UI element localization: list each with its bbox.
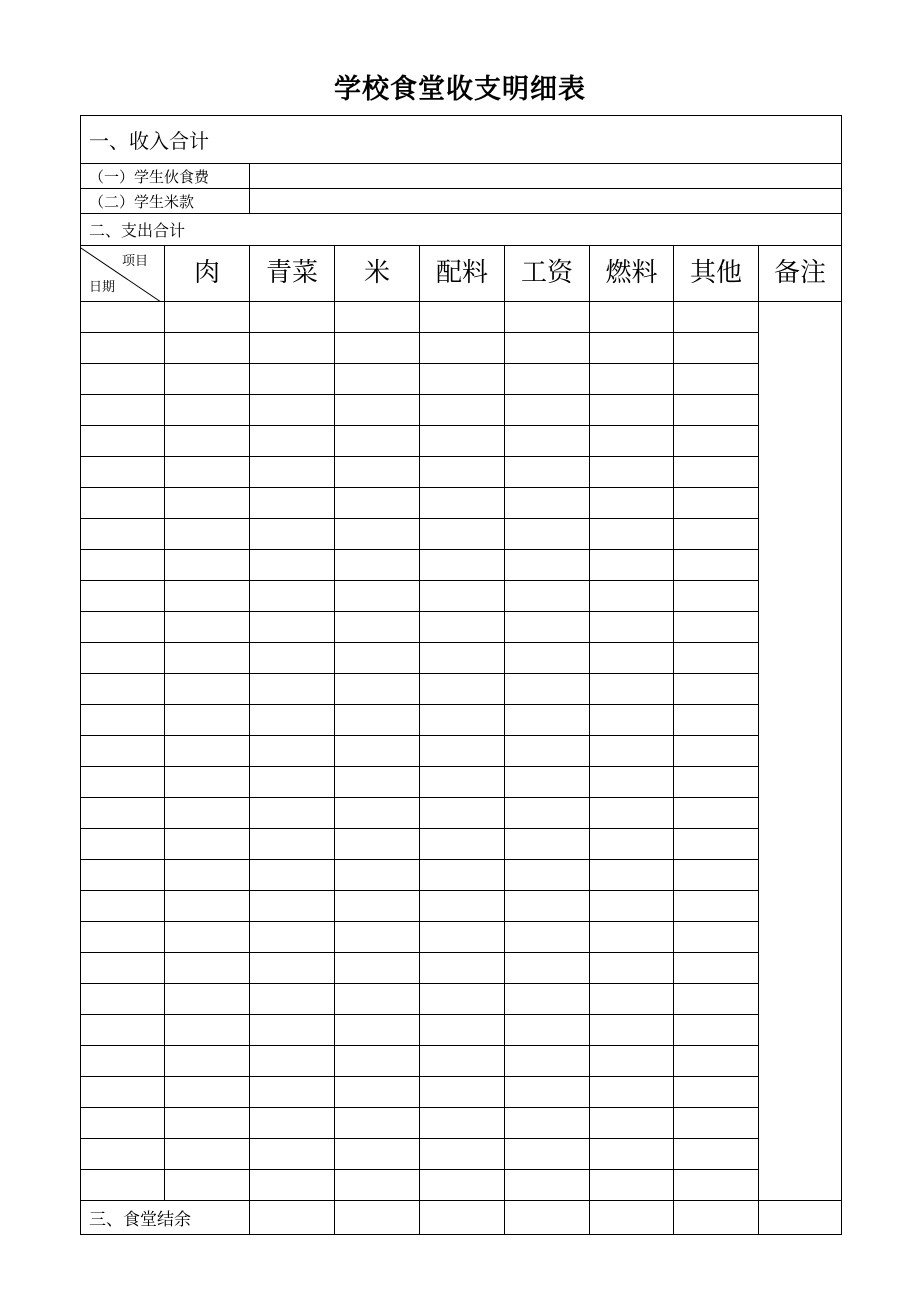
expense-value-cell[interactable] <box>505 860 590 891</box>
expense-value-cell[interactable] <box>590 860 674 891</box>
expense-date-cell[interactable] <box>81 426 165 457</box>
expense-value-cell[interactable] <box>335 488 420 519</box>
expense-value-cell[interactable] <box>250 798 335 829</box>
expense-row <box>81 1046 842 1077</box>
expense-value-cell[interactable] <box>335 767 420 798</box>
expense-row <box>81 643 842 674</box>
expense-value-cell[interactable] <box>505 550 590 581</box>
expense-value-cell[interactable] <box>165 612 250 643</box>
expense-value-cell[interactable] <box>590 519 674 550</box>
expense-value-cell[interactable] <box>505 426 590 457</box>
expense-value-cell[interactable] <box>505 736 590 767</box>
balance-row <box>81 1201 842 1235</box>
expense-date-cell[interactable] <box>81 581 165 612</box>
balance-value-cell[interactable] <box>250 1201 335 1235</box>
page-title: 学校食堂收支明细表 <box>334 74 586 105</box>
expense-value-cell[interactable] <box>674 767 759 798</box>
expense-value-cell[interactable] <box>165 1046 250 1077</box>
expense-value-cell[interactable] <box>250 674 335 705</box>
expense-date-cell[interactable] <box>81 364 165 395</box>
expense-value-cell[interactable] <box>590 798 674 829</box>
expense-value-cell[interactable] <box>335 333 420 364</box>
expense-date-cell[interactable] <box>81 302 165 333</box>
remarks-cell[interactable] <box>759 302 842 1201</box>
expense-row <box>81 1170 842 1201</box>
expense-value-cell[interactable] <box>420 984 505 1015</box>
expense-value-cell[interactable] <box>590 1170 674 1201</box>
balance-value-cell[interactable] <box>759 1201 842 1235</box>
expense-value-cell[interactable] <box>335 457 420 488</box>
balance-label: 三、食堂结余 <box>81 1201 250 1235</box>
expense-value-cell[interactable] <box>335 302 420 333</box>
expense-row <box>81 426 842 457</box>
income-row <box>81 164 842 189</box>
expense-date-cell[interactable] <box>81 798 165 829</box>
expense-value-cell[interactable] <box>420 1046 505 1077</box>
expense-value-cell[interactable] <box>590 984 674 1015</box>
expense-value-cell[interactable] <box>250 426 335 457</box>
expense-value-cell[interactable] <box>674 581 759 612</box>
expense-row <box>81 612 842 643</box>
expense-row <box>81 705 842 736</box>
expense-value-cell[interactable] <box>335 736 420 767</box>
expense-value-cell[interactable] <box>250 1015 335 1046</box>
income-total-row <box>81 116 842 164</box>
column-header: 米 <box>335 246 420 302</box>
expense-value-cell[interactable] <box>420 674 505 705</box>
expense-date-cell[interactable] <box>81 1015 165 1046</box>
expense-value-cell[interactable] <box>250 1077 335 1108</box>
expense-row <box>81 829 842 860</box>
expense-date-cell[interactable] <box>81 860 165 891</box>
expense-value-cell[interactable] <box>250 860 335 891</box>
expense-value-cell[interactable] <box>420 705 505 736</box>
expense-value-cell[interactable] <box>335 829 420 860</box>
expense-value-cell[interactable] <box>335 798 420 829</box>
expense-value-cell[interactable] <box>165 767 250 798</box>
income-row-value[interactable] <box>250 189 842 214</box>
expense-date-cell[interactable] <box>81 1139 165 1170</box>
expense-row <box>81 1108 842 1139</box>
expense-row <box>81 953 842 984</box>
expense-value-cell[interactable] <box>505 364 590 395</box>
expense-value-cell[interactable] <box>674 736 759 767</box>
expense-value-cell[interactable] <box>335 550 420 581</box>
expense-value-cell[interactable] <box>590 953 674 984</box>
expense-date-cell[interactable] <box>81 488 165 519</box>
expense-date-cell[interactable] <box>81 612 165 643</box>
expense-value-cell[interactable] <box>674 1139 759 1170</box>
balance-value-cell[interactable] <box>420 1201 505 1235</box>
expense-value-cell[interactable] <box>590 643 674 674</box>
expense-value-cell[interactable] <box>505 829 590 860</box>
expense-value-cell[interactable] <box>335 953 420 984</box>
expense-value-cell[interactable] <box>335 519 420 550</box>
expense-value-cell[interactable] <box>335 364 420 395</box>
expense-value-cell[interactable] <box>420 643 505 674</box>
expense-value-cell[interactable] <box>165 798 250 829</box>
expense-value-cell[interactable] <box>165 829 250 860</box>
expense-value-cell[interactable] <box>505 643 590 674</box>
expense-row <box>81 581 842 612</box>
expense-value-cell[interactable] <box>250 333 335 364</box>
expense-date-cell[interactable] <box>81 1077 165 1108</box>
ledger-table <box>80 115 842 1235</box>
expense-value-cell[interactable] <box>505 891 590 922</box>
expense-date-cell[interactable] <box>81 829 165 860</box>
expense-value-cell[interactable] <box>590 1046 674 1077</box>
expense-value-cell[interactable] <box>674 953 759 984</box>
expense-value-cell[interactable] <box>505 333 590 364</box>
expense-value-cell[interactable] <box>590 364 674 395</box>
income-row <box>81 189 842 214</box>
column-header: 肉 <box>165 246 250 302</box>
expense-value-cell[interactable] <box>165 302 250 333</box>
expense-value-cell[interactable] <box>420 519 505 550</box>
expense-date-cell[interactable] <box>81 767 165 798</box>
diag-label-date: 日期 <box>89 280 116 295</box>
expense-row <box>81 488 842 519</box>
expense-value-cell[interactable] <box>420 1170 505 1201</box>
income-row-label: （一）学生伙食费 <box>81 164 250 189</box>
expense-value-cell[interactable] <box>590 1015 674 1046</box>
expense-row <box>81 302 842 333</box>
expense-value-cell[interactable] <box>674 922 759 953</box>
expense-date-cell[interactable] <box>81 457 165 488</box>
expense-value-cell[interactable] <box>505 767 590 798</box>
expense-value-cell[interactable] <box>250 705 335 736</box>
expense-value-cell[interactable] <box>250 364 335 395</box>
expense-value-cell[interactable] <box>250 1108 335 1139</box>
expense-row <box>81 891 842 922</box>
expense-value-cell[interactable] <box>505 457 590 488</box>
expense-value-cell[interactable] <box>590 674 674 705</box>
expense-value-cell[interactable] <box>505 1015 590 1046</box>
expense-value-cell[interactable] <box>590 891 674 922</box>
expense-value-cell[interactable] <box>335 1015 420 1046</box>
expense-value-cell[interactable] <box>335 1046 420 1077</box>
expense-value-cell[interactable] <box>250 612 335 643</box>
balance-value-cell[interactable] <box>590 1201 674 1235</box>
expense-value-cell[interactable] <box>165 1015 250 1046</box>
expense-value-cell[interactable] <box>165 488 250 519</box>
expense-value-cell[interactable] <box>505 674 590 705</box>
expense-date-cell[interactable] <box>81 1108 165 1139</box>
expense-value-cell[interactable] <box>590 767 674 798</box>
expense-value-cell[interactable] <box>674 519 759 550</box>
expense-value-cell[interactable] <box>505 488 590 519</box>
expense-value-cell[interactable] <box>420 767 505 798</box>
expense-value-cell[interactable] <box>505 922 590 953</box>
expense-value-cell[interactable] <box>250 953 335 984</box>
expense-row <box>81 736 842 767</box>
balance-value-cell[interactable] <box>335 1201 420 1235</box>
expense-value-cell[interactable] <box>674 612 759 643</box>
expense-row <box>81 767 842 798</box>
expense-value-cell[interactable] <box>250 550 335 581</box>
expense-value-cell[interactable] <box>335 1139 420 1170</box>
expense-value-cell[interactable] <box>250 581 335 612</box>
column-header: 青菜 <box>250 246 335 302</box>
column-header: 工资 <box>505 246 590 302</box>
expense-row <box>81 922 842 953</box>
expense-value-cell[interactable] <box>250 1046 335 1077</box>
expense-value-cell[interactable] <box>674 1108 759 1139</box>
expense-date-cell[interactable] <box>81 643 165 674</box>
expense-date-cell[interactable] <box>81 550 165 581</box>
expense-value-cell[interactable] <box>420 333 505 364</box>
expense-row <box>81 550 842 581</box>
expense-date-cell[interactable] <box>81 736 165 767</box>
expense-date-cell[interactable] <box>81 519 165 550</box>
expense-value-cell[interactable] <box>505 705 590 736</box>
expense-value-cell[interactable] <box>165 1139 250 1170</box>
expense-value-cell[interactable] <box>590 1108 674 1139</box>
expense-value-cell[interactable] <box>250 984 335 1015</box>
expense-value-cell[interactable] <box>674 426 759 457</box>
expense-value-cell[interactable] <box>250 891 335 922</box>
expense-value-cell[interactable] <box>250 395 335 426</box>
expense-value-cell[interactable] <box>335 891 420 922</box>
expense-value-cell[interactable] <box>165 364 250 395</box>
expense-value-cell[interactable] <box>590 736 674 767</box>
expense-value-cell[interactable] <box>674 1170 759 1201</box>
expense-value-cell[interactable] <box>420 457 505 488</box>
expense-value-cell[interactable] <box>420 488 505 519</box>
expense-value-cell[interactable] <box>250 457 335 488</box>
expense-value-cell[interactable] <box>165 550 250 581</box>
expense-value-cell[interactable] <box>420 953 505 984</box>
expense-row <box>81 860 842 891</box>
expense-value-cell[interactable] <box>250 488 335 519</box>
expense-header-row <box>81 246 842 302</box>
expense-date-cell[interactable] <box>81 1046 165 1077</box>
column-header: 其他 <box>674 246 759 302</box>
expense-value-cell[interactable] <box>335 705 420 736</box>
column-header: 备注 <box>759 246 842 302</box>
expense-value-cell[interactable] <box>335 860 420 891</box>
expense-date-cell[interactable] <box>81 395 165 426</box>
expense-date-cell[interactable] <box>81 984 165 1015</box>
balance-value-cell[interactable] <box>674 1201 759 1235</box>
expense-value-cell[interactable] <box>335 922 420 953</box>
expense-date-cell[interactable] <box>81 333 165 364</box>
expense-value-cell[interactable] <box>590 922 674 953</box>
expense-value-cell[interactable] <box>505 612 590 643</box>
expense-value-cell[interactable] <box>590 426 674 457</box>
expense-value-cell[interactable] <box>674 1046 759 1077</box>
expense-value-cell[interactable] <box>165 674 250 705</box>
expense-total-label: 二、支出合计 <box>81 214 842 246</box>
expense-value-cell[interactable] <box>505 1046 590 1077</box>
expense-value-cell[interactable] <box>590 395 674 426</box>
expense-value-cell[interactable] <box>505 1170 590 1201</box>
column-header: 配料 <box>420 246 505 302</box>
diag-label-item: 项目 <box>121 254 148 269</box>
expense-value-cell[interactable] <box>674 302 759 333</box>
expense-value-cell[interactable] <box>420 798 505 829</box>
expense-value-cell[interactable] <box>505 798 590 829</box>
expense-value-cell[interactable] <box>165 333 250 364</box>
diagonal-header-cell <box>81 246 165 302</box>
expense-row <box>81 395 842 426</box>
expense-value-cell[interactable] <box>250 1139 335 1170</box>
expense-value-cell[interactable] <box>420 1077 505 1108</box>
expense-value-cell[interactable] <box>674 488 759 519</box>
expense-row <box>81 1077 842 1108</box>
expense-value-cell[interactable] <box>165 1108 250 1139</box>
expense-value-cell[interactable] <box>674 457 759 488</box>
expense-value-cell[interactable] <box>335 984 420 1015</box>
expense-value-cell[interactable] <box>420 891 505 922</box>
expense-value-cell[interactable] <box>165 860 250 891</box>
expense-value-cell[interactable] <box>420 829 505 860</box>
expense-value-cell[interactable] <box>590 1077 674 1108</box>
expense-value-cell[interactable] <box>250 767 335 798</box>
expense-value-cell[interactable] <box>505 581 590 612</box>
expense-value-cell[interactable] <box>590 457 674 488</box>
expense-value-cell[interactable] <box>674 674 759 705</box>
expense-row <box>81 984 842 1015</box>
expense-value-cell[interactable] <box>420 302 505 333</box>
expense-value-cell[interactable] <box>420 612 505 643</box>
expense-value-cell[interactable] <box>674 984 759 1015</box>
expense-value-cell[interactable] <box>165 705 250 736</box>
expense-value-cell[interactable] <box>250 1170 335 1201</box>
expense-value-cell[interactable] <box>335 1108 420 1139</box>
expense-date-cell[interactable] <box>81 674 165 705</box>
expense-value-cell[interactable] <box>250 829 335 860</box>
expense-value-cell[interactable] <box>165 922 250 953</box>
expense-value-cell[interactable] <box>505 953 590 984</box>
expense-value-cell[interactable] <box>420 922 505 953</box>
expense-date-cell[interactable] <box>81 953 165 984</box>
expense-row <box>81 333 842 364</box>
expense-value-cell[interactable] <box>590 302 674 333</box>
expense-value-cell[interactable] <box>420 550 505 581</box>
expense-value-cell[interactable] <box>420 426 505 457</box>
expense-value-cell[interactable] <box>335 581 420 612</box>
expense-value-cell[interactable] <box>590 333 674 364</box>
expense-value-cell[interactable] <box>505 1108 590 1139</box>
expense-value-cell[interactable] <box>335 674 420 705</box>
expense-value-cell[interactable] <box>250 736 335 767</box>
income-total-label: 一、收入合计 <box>81 116 842 164</box>
expense-value-cell[interactable] <box>165 891 250 922</box>
expense-value-cell[interactable] <box>165 953 250 984</box>
expense-row <box>81 1139 842 1170</box>
expense-value-cell[interactable] <box>250 643 335 674</box>
expense-value-cell[interactable] <box>420 1139 505 1170</box>
expense-value-cell[interactable] <box>674 829 759 860</box>
expense-value-cell[interactable] <box>335 1077 420 1108</box>
expense-value-cell[interactable] <box>674 395 759 426</box>
expense-value-cell[interactable] <box>165 984 250 1015</box>
expense-value-cell[interactable] <box>420 1015 505 1046</box>
expense-value-cell[interactable] <box>335 612 420 643</box>
expense-date-cell[interactable] <box>81 922 165 953</box>
expense-value-cell[interactable] <box>335 643 420 674</box>
income-row-label: （二）学生米款 <box>81 189 250 214</box>
expense-value-cell[interactable] <box>674 860 759 891</box>
expense-total-row <box>81 214 842 246</box>
expense-row <box>81 519 842 550</box>
expense-value-cell[interactable] <box>420 364 505 395</box>
expense-value-cell[interactable] <box>590 550 674 581</box>
expense-date-cell[interactable] <box>81 705 165 736</box>
expense-value-cell[interactable] <box>505 395 590 426</box>
expense-value-cell[interactable] <box>505 519 590 550</box>
expense-value-cell[interactable] <box>165 426 250 457</box>
expense-value-cell[interactable] <box>420 581 505 612</box>
expense-row <box>81 798 842 829</box>
expense-value-cell[interactable] <box>674 550 759 581</box>
expense-value-cell[interactable] <box>165 1077 250 1108</box>
expense-value-cell[interactable] <box>674 705 759 736</box>
expense-value-cell[interactable] <box>590 612 674 643</box>
expense-row <box>81 1015 842 1046</box>
expense-value-cell[interactable] <box>674 1015 759 1046</box>
expense-value-cell[interactable] <box>165 1170 250 1201</box>
expense-value-cell[interactable] <box>505 1077 590 1108</box>
expense-value-cell[interactable] <box>674 1077 759 1108</box>
expense-value-cell[interactable] <box>250 922 335 953</box>
expense-value-cell[interactable] <box>590 705 674 736</box>
expense-value-cell[interactable] <box>674 798 759 829</box>
expense-value-cell[interactable] <box>165 581 250 612</box>
expense-value-cell[interactable] <box>590 1139 674 1170</box>
column-header: 燃料 <box>590 246 674 302</box>
expense-value-cell[interactable] <box>590 581 674 612</box>
expense-value-cell[interactable] <box>505 302 590 333</box>
expense-row <box>81 457 842 488</box>
expense-date-cell[interactable] <box>81 891 165 922</box>
expense-row <box>81 364 842 395</box>
expense-value-cell[interactable] <box>674 333 759 364</box>
expense-value-cell[interactable] <box>505 1139 590 1170</box>
expense-value-cell[interactable] <box>420 1108 505 1139</box>
expense-value-cell[interactable] <box>674 364 759 395</box>
expense-value-cell[interactable] <box>165 643 250 674</box>
expense-value-cell[interactable] <box>250 519 335 550</box>
expense-value-cell[interactable] <box>165 457 250 488</box>
expense-value-cell[interactable] <box>505 984 590 1015</box>
expense-value-cell[interactable] <box>590 829 674 860</box>
expense-value-cell[interactable] <box>250 302 335 333</box>
expense-value-cell[interactable] <box>165 519 250 550</box>
expense-value-cell[interactable] <box>165 736 250 767</box>
expense-date-cell[interactable] <box>81 1170 165 1201</box>
expense-value-cell[interactable] <box>420 395 505 426</box>
expense-value-cell[interactable] <box>590 488 674 519</box>
expense-value-cell[interactable] <box>165 395 250 426</box>
balance-value-cell[interactable] <box>505 1201 590 1235</box>
expense-value-cell[interactable] <box>335 1170 420 1201</box>
expense-value-cell[interactable] <box>674 643 759 674</box>
income-row-value[interactable] <box>250 164 842 189</box>
expense-value-cell[interactable] <box>335 395 420 426</box>
expense-value-cell[interactable] <box>420 860 505 891</box>
expense-row <box>81 674 842 705</box>
expense-value-cell[interactable] <box>335 426 420 457</box>
expense-value-cell[interactable] <box>674 891 759 922</box>
expense-value-cell[interactable] <box>420 736 505 767</box>
